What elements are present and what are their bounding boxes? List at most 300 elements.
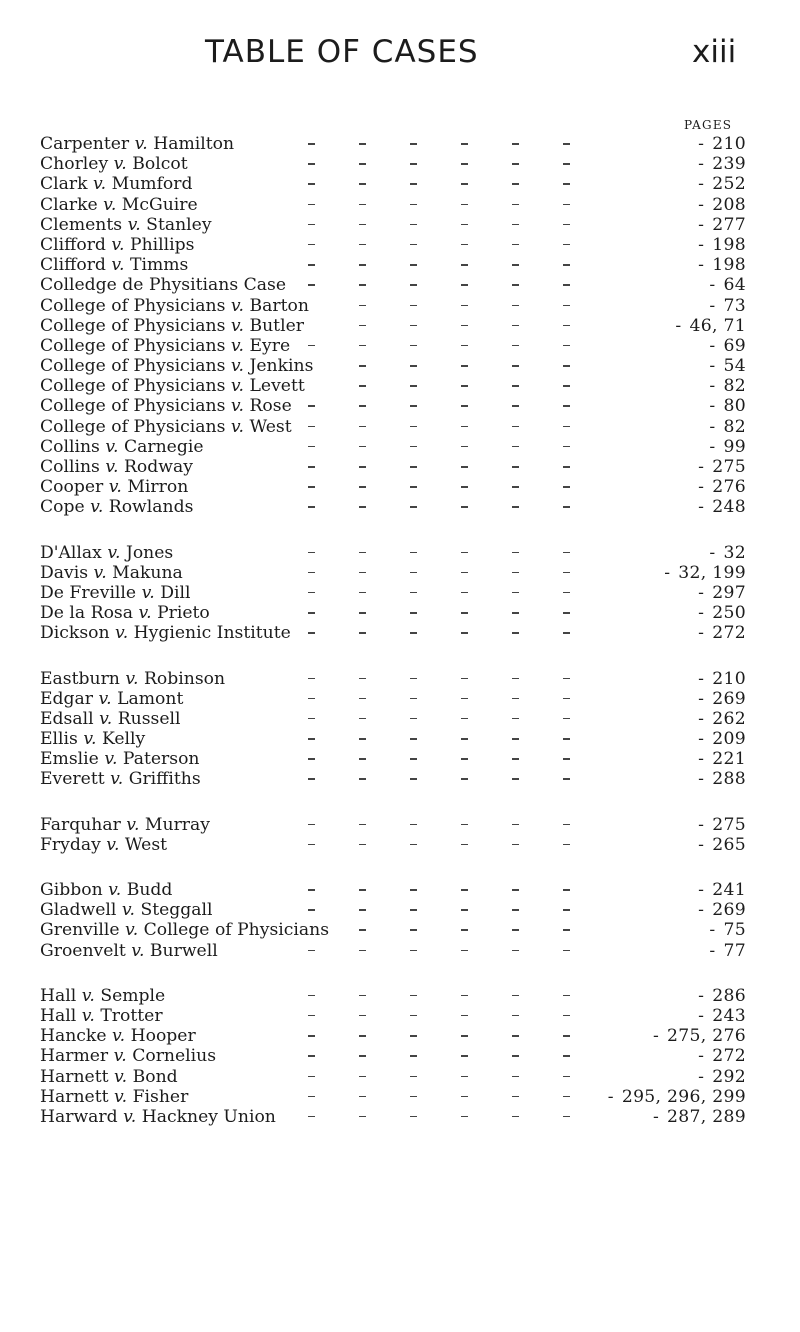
defendant: West [124,834,168,855]
case-name [40,900,213,920]
case-group [40,134,746,518]
defendant: Budd [126,880,173,900]
case-entry [40,275,746,295]
page-reference: - 221 [698,749,746,769]
case-name [40,336,290,356]
page-reference: - 32, 199 [664,563,746,583]
page-reference: - 209 [698,729,746,749]
page-reference: - 275, 276 [653,1026,746,1046]
case-name [40,497,193,517]
case-entry [40,316,746,336]
page-reference: - 241 [698,880,746,900]
case-name [40,1006,163,1026]
plaintiff: Clarke [40,194,98,215]
pages-column-heading: PAGES [684,118,733,132]
leader-dashes [308,623,604,643]
page-reference: - 239 [698,154,746,174]
case-entry [40,437,746,457]
page-reference: - 275 [698,457,746,477]
case-entry [40,296,746,316]
plaintiff: Carpenter [40,134,130,154]
versus: v. [141,582,155,603]
page-reference: - 198 [698,235,746,255]
versus: v. [83,729,97,750]
page-reference: - 77 [709,941,746,961]
leader-dashes [308,437,604,457]
page-reference: - 64 [709,275,746,295]
versus: v. [103,194,117,215]
case-name [40,296,309,316]
case-name [40,603,210,623]
defendant: Hamilton [153,134,235,154]
defendant: Rodway [123,457,193,477]
case-name [40,880,172,900]
case-entry [40,376,746,396]
case-entry [40,543,746,563]
leader-dashes [308,376,604,396]
plaintiff: Cooper [40,477,104,498]
case-name [40,729,145,749]
page-reference: - 69 [709,336,746,356]
versus: v. [230,376,245,397]
plaintiff: Davis [40,562,89,583]
defendant: Hygienic Institute [133,623,291,644]
page-reference: - 262 [698,709,746,729]
versus: v. [111,234,125,255]
case-entry [40,769,746,789]
plaintiff: Harnett [40,1086,109,1107]
defendant: Fisher [132,1086,189,1107]
versus: v. [81,1005,95,1026]
versus: v. [230,416,245,437]
case-entry [40,154,746,174]
case-name [40,174,193,194]
versus: v. [125,668,139,689]
leader-dashes [308,356,604,376]
case-name [40,1107,276,1127]
page-reference: - 269 [698,900,746,920]
defendant: Dill [160,582,191,603]
page-reference: - 276 [698,477,746,497]
defendant: Makuna [112,562,183,583]
defendant: Rose [249,396,292,417]
case-name [40,396,292,416]
page-reference: - 82 [709,417,746,437]
case-name [40,1087,188,1107]
versus: v. [230,396,245,417]
leader-dashes [308,880,604,900]
case-entry [40,986,746,1006]
defendant: Butler [249,315,304,336]
leader-dashes [308,255,604,275]
case-entry [40,174,746,194]
versus: v. [105,457,119,477]
plaintiff: Chorley [40,154,109,175]
case-name [40,709,181,729]
case-entry [40,729,746,749]
plaintiff: Grenville [40,920,120,941]
defendant: McGuire [121,194,198,215]
leader-dashes [308,134,604,154]
leader-dashes [308,195,604,215]
case-entry [40,134,746,154]
page-reference: - 275 [698,815,746,835]
defendant: Levett [249,376,305,397]
case-entry [40,396,746,416]
plaintiff: Harward [40,1106,118,1127]
plaintiff: Fryday [40,834,101,855]
versus: v. [126,814,140,835]
leader-dashes [308,900,604,920]
plaintiff: Eastburn [40,668,120,689]
case-name [40,920,329,940]
versus: v. [230,356,245,377]
plaintiff: De la Rosa [40,603,133,624]
plaintiff: College of Physicians [40,295,226,316]
defendant: Carnegie [123,436,204,457]
case-name [40,437,204,457]
versus: v. [131,940,145,961]
versus: v. [108,477,122,498]
case-entry [40,1087,746,1107]
versus: v. [105,436,119,457]
case-name [40,457,193,477]
case-entry [40,709,746,729]
table-of-cases [40,134,746,1152]
leader-dashes [308,396,604,416]
case-entry [40,920,746,940]
defendant: Hooper [130,1026,196,1047]
case-name [40,623,291,643]
page-reference: - 80 [709,396,746,416]
case-name [40,986,165,1006]
leader-dashes [308,669,604,689]
versus: v. [110,769,124,790]
defendant: Hackney Union [141,1106,276,1127]
leader-dashes [308,563,604,583]
leader-dashes [308,769,604,789]
plaintiff: College of Physicians [40,315,226,336]
case-entry [40,880,746,900]
versus: v. [113,1086,128,1107]
versus: v. [230,335,245,356]
defendant: Bolcot [132,154,188,175]
plaintiff: Edsall [40,708,94,729]
plaintiff: Hancke [40,1026,107,1047]
page-reference: - 32 [709,543,746,563]
case-entry [40,669,746,689]
leader-dashes [308,729,604,749]
versus: v. [121,900,135,921]
plaintiff: Clements [40,214,123,235]
plaintiff: Collins [40,436,100,457]
versus: v. [90,497,104,518]
running-title: TABLE OF CASES [205,34,479,70]
versus: v. [115,623,129,644]
case-entry [40,195,746,215]
page-reference: - 198 [698,255,746,275]
leader-dashes [308,920,604,940]
plaintiff: Edgar [40,688,94,709]
defendant: College of Physicians [143,920,330,941]
page-reference: - 297 [698,583,746,603]
page-reference: - 75 [709,920,746,940]
plaintiff: Gibbon [40,880,103,900]
versus: v. [98,688,112,709]
case-name [40,1026,196,1046]
page-number: xiii [692,34,737,70]
versus: v. [123,1106,137,1127]
case-name [40,316,304,336]
page-reference: - 210 [698,669,746,689]
case-name [40,215,212,235]
defendant: Barton [249,295,309,316]
plaintiff: Farquhar [40,814,121,835]
page-reference: - 210 [698,134,746,154]
case-name [40,563,183,583]
versus: v. [230,315,245,336]
plaintiff: College of Physicians [40,376,226,397]
leader-dashes [308,477,604,497]
case-entry [40,583,746,603]
case-entry [40,497,746,517]
case-entry [40,457,746,477]
case-name [40,835,167,855]
versus: v. [108,880,122,900]
leader-dashes [308,1026,604,1046]
plaintiff: Gladwell [40,900,117,921]
leader-dashes [308,336,604,356]
page-reference: - 252 [698,174,746,194]
leader-dashes [308,154,604,174]
page-reference: - 46, 71 [675,316,746,336]
leader-dashes [308,457,604,477]
case-entry [40,815,746,835]
case-name [40,235,194,255]
plaintiff: Everett [40,769,105,790]
leader-dashes [308,1046,604,1066]
versus: v. [134,134,148,154]
case-entry [40,215,746,235]
case-name [40,583,190,603]
case-name [40,195,198,215]
case-entry [40,235,746,255]
page-reference: - 248 [698,497,746,517]
plaintiff: Hall [40,985,77,1006]
page-reference: - 54 [709,356,746,376]
versus: v. [99,708,113,729]
defendant: Trotter [100,1005,163,1026]
case-entry [40,356,746,376]
plaintiff: D'Allax [40,542,102,563]
case-name [40,255,188,275]
leader-dashes [308,417,604,437]
leader-dashes [308,749,604,769]
plaintiff: Emslie [40,749,99,770]
versus: v. [81,985,95,1006]
page-reference: - 295, 296, 299 [608,1087,746,1107]
defendant: Bond [132,1066,178,1087]
case-name [40,356,313,376]
defendant: Semple [100,985,166,1006]
leader-dashes [308,689,604,709]
case-entry [40,1026,746,1046]
versus: v. [112,1026,126,1047]
plaintiff: College of Physicians [40,416,226,437]
page-reference: - 265 [698,835,746,855]
case-entry [40,941,746,961]
case-name [40,749,200,769]
versus: v. [93,174,107,195]
versus: v. [113,1066,128,1087]
versus: v. [104,749,118,770]
defendant: Lamont [117,688,184,709]
versus: v. [113,154,127,175]
page-reference: - 288 [698,769,746,789]
leader-dashes [308,941,604,961]
defendant: Prieto [157,603,210,624]
defendant: Murray [144,814,210,835]
case-entry [40,1107,746,1127]
plaintiff: De Freville [40,582,137,603]
case-name [40,275,286,295]
defendant: Jones [125,542,174,563]
versus: v. [107,542,121,563]
plaintiff: Groenvelt [40,940,126,961]
defendant: West [249,416,292,437]
versus: v. [113,1046,127,1067]
case-group [40,880,746,961]
defendant: Steggall [140,900,213,921]
case-group [40,986,746,1127]
defendant: Kelly [101,729,146,750]
plaintiff: College of Physicians [40,335,226,356]
leader-dashes [308,1087,604,1107]
case-name [40,376,305,396]
case-name [40,1046,216,1066]
defendant: Timms [130,255,189,276]
case-entry [40,623,746,643]
defendant: Paterson [122,749,200,770]
leader-dashes [308,986,604,1006]
defendant: Mumford [111,174,193,195]
case-name [40,815,210,835]
versus: v. [125,920,139,941]
leader-dashes [308,497,604,517]
leader-dashes [308,1006,604,1026]
plaintiff: Hall [40,1005,77,1026]
case-entry [40,477,746,497]
page-reference: - 208 [698,195,746,215]
page-reference: - 243 [698,1006,746,1026]
leader-dashes [308,1107,604,1127]
case-group [40,543,746,644]
leader-dashes [308,174,604,194]
leader-dashes [308,316,604,336]
case-name [40,134,234,154]
case-name [40,769,201,789]
leader-dashes [308,815,604,835]
case-entry [40,1067,746,1087]
page-reference: - 292 [698,1067,746,1087]
leader-dashes [308,275,604,295]
plaintiff: Colledge de Physitians Case [40,275,286,296]
leader-dashes [308,603,604,623]
case-entry [40,689,746,709]
versus: v. [127,214,141,235]
defendant: Burwell [149,940,218,961]
page-reference: - 82 [709,376,746,396]
defendant: Griffiths [128,769,201,790]
leader-dashes [308,709,604,729]
case-entry [40,336,746,356]
case-group [40,669,746,790]
plaintiff: Dickson [40,623,110,644]
versus: v. [111,255,125,276]
case-name [40,543,173,563]
case-name [40,689,183,709]
case-name [40,477,188,497]
page-reference: - 277 [698,215,746,235]
defendant: Mirron [127,477,189,498]
case-entry [40,900,746,920]
page-reference: - 272 [698,1046,746,1066]
leader-dashes [308,543,604,563]
case-name [40,941,218,961]
case-entry [40,1006,746,1026]
plaintiff: Ellis [40,729,78,750]
case-name [40,154,188,174]
leader-dashes [308,835,604,855]
plaintiff: Harmer [40,1046,109,1067]
versus: v. [230,295,245,316]
page-reference: - 272 [698,623,746,643]
defendant: Eyre [249,335,291,356]
case-entry [40,603,746,623]
plaintiff: Clark [40,174,88,195]
versus: v. [138,603,152,624]
leader-dashes [308,235,604,255]
plaintiff: Cope [40,497,85,518]
page-reference: - 287, 289 [653,1107,746,1127]
case-entry [40,563,746,583]
case-name [40,417,292,437]
plaintiff: Clifford [40,255,106,276]
case-entry [40,417,746,437]
leader-dashes [308,296,604,316]
defendant: Stanley [146,214,212,235]
plaintiff: Collins [40,457,100,477]
case-entry [40,255,746,275]
defendant: Russell [117,708,181,729]
case-name [40,1067,178,1087]
case-group [40,815,746,855]
plaintiff: College of Physicians [40,396,226,417]
defendant: Phillips [130,234,195,255]
page-reference: - 99 [709,437,746,457]
versus: v. [93,562,107,583]
leader-dashes [308,583,604,603]
case-name [40,669,225,689]
plaintiff: College of Physicians [40,356,226,377]
defendant: Robinson [143,668,226,689]
defendant: Rowlands [108,497,194,518]
versus: v. [106,834,120,855]
page-reference: - 73 [709,296,746,316]
plaintiff: Harnett [40,1066,109,1087]
page-reference: - 250 [698,603,746,623]
defendant: Cornelius [132,1046,217,1067]
